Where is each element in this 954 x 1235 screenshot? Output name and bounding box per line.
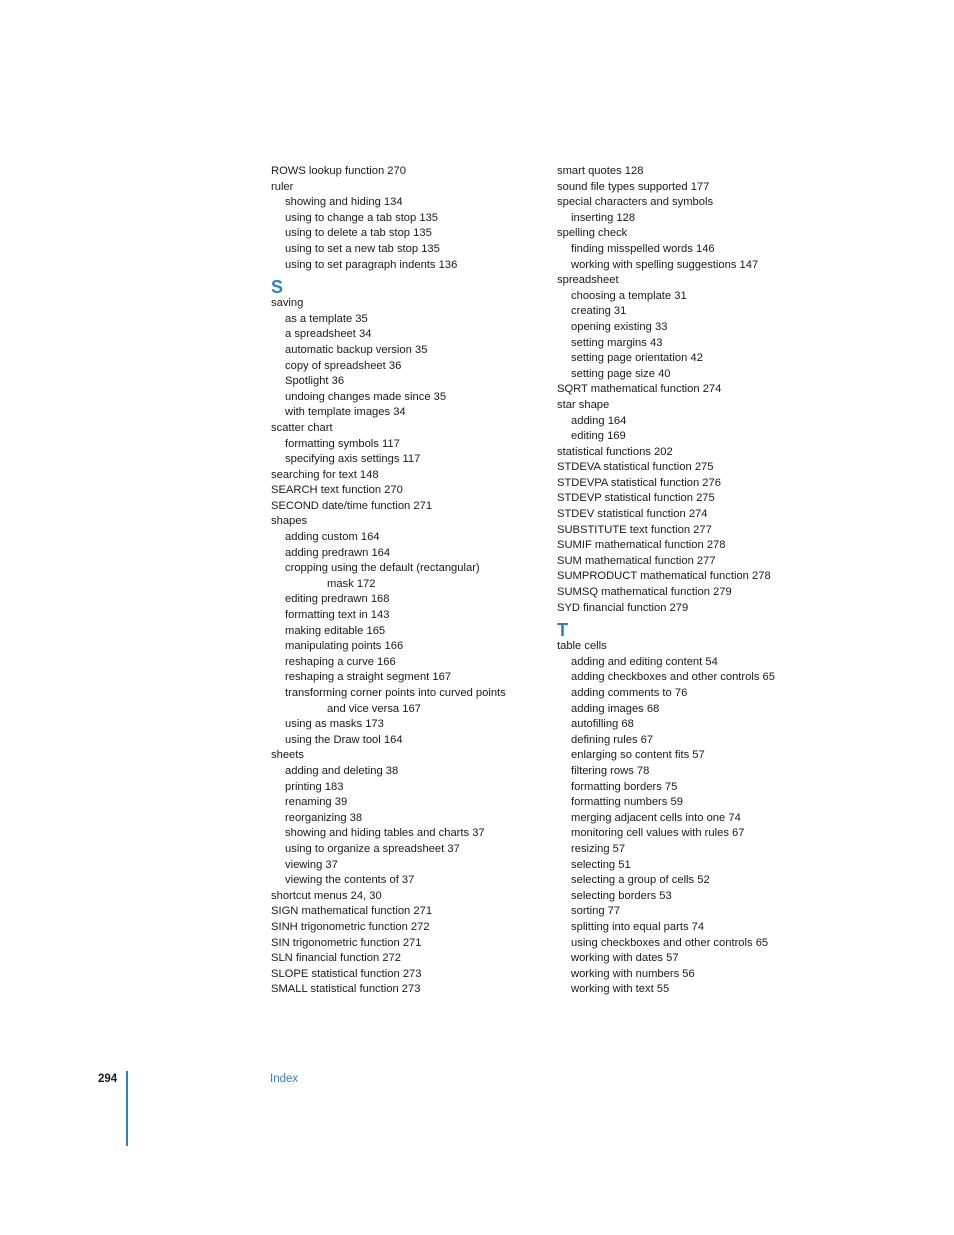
index-subentry: monitoring cell values with rules 67 <box>571 827 745 840</box>
index-subentry: formatting borders 75 <box>571 780 678 793</box>
index-subentry: adding 164 <box>571 414 627 427</box>
index-subentry: using checkboxes and other controls 65 <box>571 936 769 949</box>
index-subentry: filtering rows 78 <box>571 764 650 777</box>
index-subentry: creating 31 <box>571 305 627 318</box>
index-subentry: Spotlight 36 <box>285 375 345 388</box>
index-subentry: reshaping a curve 166 <box>285 655 396 668</box>
index-subentry: transforming corner points into curved points <box>285 687 506 699</box>
footer-divider <box>126 1071 128 1146</box>
index-column-left <box>271 164 561 998</box>
index-subentry: cropping using the default (rectangular) <box>285 562 480 575</box>
index-subentry: using to set paragraph indents 136 <box>285 258 458 271</box>
index-subentry: adding and editing content 54 <box>571 655 718 668</box>
index-entry: scatter chart <box>271 421 333 434</box>
index-entry: SUMIF mathematical function 278 <box>557 539 726 552</box>
index-subentry: resizing 57 <box>571 842 626 855</box>
index-entry: ROWS lookup function 270 <box>271 165 406 177</box>
index-entry: SECOND date/time function 271 <box>271 499 433 512</box>
index-subentry: adding predrawn 164 <box>285 546 391 559</box>
index-letter-heading: S <box>271 277 284 298</box>
footer-section-link[interactable]: Index <box>270 1073 299 1085</box>
index-entry: SUBSTITUTE text function 277 <box>557 523 712 536</box>
index-subentry: with template images 34 <box>285 406 406 419</box>
index-subentry: setting margins 43 <box>571 336 663 349</box>
index-subentry: making editable 165 <box>285 624 386 637</box>
index-subentry: finding misspelled words 146 <box>571 242 715 255</box>
index-entry: searching for text 148 <box>271 468 379 481</box>
index-subentry: working with dates 57 <box>571 952 679 965</box>
index-entry: SUMPRODUCT mathematical function 278 <box>557 570 771 583</box>
index-subentry: using to change a tab stop 135 <box>285 211 439 224</box>
index-entry: saving <box>271 297 304 310</box>
index-subentry: selecting borders 53 <box>571 889 672 902</box>
index-entry: SYD financial function 279 <box>557 601 689 614</box>
index-subentry: reshaping a straight segment 167 <box>285 671 452 684</box>
index-entry: STDEV statistical function 274 <box>557 508 708 521</box>
index-entry: STDEVP statistical function 275 <box>557 492 715 505</box>
index-entry: SIGN mathematical function 271 <box>271 905 433 918</box>
index-subentry: viewing the contents of 37 <box>285 874 415 887</box>
index-subentry: sorting 77 <box>571 905 621 918</box>
index-entry: sheets <box>271 749 304 762</box>
index-subentry: merging adjacent cells into one 74 <box>571 811 741 824</box>
index-entry: ruler <box>271 180 294 193</box>
index-entry: SIN trigonometric function 271 <box>271 936 422 949</box>
index-subentry: adding images 68 <box>571 702 660 715</box>
index-subentry: formatting text in 143 <box>285 609 390 622</box>
index-subentry: printing 183 <box>285 780 344 793</box>
index-subentry: automatic backup version 35 <box>285 343 428 356</box>
index-subentry: and vice versa 167 <box>327 702 421 715</box>
index-subentry: formatting symbols 117 <box>285 437 400 450</box>
index-subentry: selecting 51 <box>571 858 631 871</box>
index-entry: shapes <box>271 515 308 528</box>
index-subentry: using to organize a spreadsheet 37 <box>285 842 460 855</box>
index-subentry: adding and deleting 38 <box>285 764 399 777</box>
index-subentry: adding checkboxes and other controls 65 <box>571 671 775 684</box>
index-subentry: manipulating points 166 <box>285 640 404 653</box>
index-entry: SEARCH text function 270 <box>271 484 403 497</box>
index-subentry: working with text 55 <box>571 983 670 996</box>
index-subentry: specifying axis settings 117 <box>285 453 421 466</box>
index-entry: STDEVPA statistical function 276 <box>557 476 721 489</box>
index-subentry: reorganizing 38 <box>285 811 363 824</box>
index-subentry: showing and hiding 134 <box>285 196 403 209</box>
index-subentry: setting page orientation 42 <box>571 352 703 365</box>
index-subentry: using the Draw tool 164 <box>285 733 403 746</box>
index-entry: SLN financial function 272 <box>271 952 401 965</box>
index-subentry: using as masks 173 <box>285 718 384 731</box>
index-entry: smart quotes 128 <box>557 165 644 177</box>
index-entry: table cells <box>557 640 607 653</box>
index-subentry: adding comments to 76 <box>571 687 688 699</box>
index-subentry: autofilling 68 <box>571 718 634 731</box>
index-subentry: setting page size 40 <box>571 367 671 380</box>
index-subentry: mask 172 <box>327 577 376 590</box>
index-subentry: using to delete a tab stop 135 <box>285 227 432 240</box>
index-subentry: showing and hiding tables and charts 37 <box>285 827 485 840</box>
index-column-right <box>557 164 857 998</box>
index-subentry: selecting a group of cells 52 <box>571 874 710 887</box>
index-entry: spelling check <box>557 227 628 240</box>
index-letter-heading: T <box>557 620 568 641</box>
page-number: 294 <box>98 1073 118 1085</box>
index-entry: SLOPE statistical function 273 <box>271 967 422 980</box>
index-subentry: undoing changes made since 35 <box>285 390 447 403</box>
index-subentry: copy of spreadsheet 36 <box>285 359 402 372</box>
index-entry: SUMSQ mathematical function 279 <box>557 586 732 599</box>
index-subentry: a spreadsheet 34 <box>285 328 372 341</box>
index-entry: SMALL statistical function 273 <box>271 983 421 996</box>
index-entry: STDEVA statistical function 275 <box>557 461 714 474</box>
index-subentry: editing predrawn 168 <box>285 593 390 606</box>
index-entry: SUM mathematical function 277 <box>557 554 716 567</box>
index-subentry: using to set a new tab stop 135 <box>285 242 440 255</box>
index-entry: shortcut menus 24, 30 <box>271 889 382 902</box>
index-entry: special characters and symbols <box>557 196 714 209</box>
index-entry: sound file types supported 177 <box>557 180 710 193</box>
index-entry: SQRT mathematical function 274 <box>557 383 722 396</box>
index-entry: spreadsheet <box>557 274 619 287</box>
index-subentry: formatting numbers 59 <box>571 796 683 809</box>
index-subentry: viewing 37 <box>285 858 338 871</box>
index-subentry: inserting 128 <box>571 211 636 224</box>
index-subentry: working with spelling suggestions 147 <box>571 258 759 271</box>
index-entry: statistical functions 202 <box>557 445 673 458</box>
index-subentry: renaming 39 <box>285 796 348 809</box>
index-subentry: editing 169 <box>571 430 626 443</box>
index-subentry: defining rules 67 <box>571 733 654 746</box>
index-subentry: choosing a template 31 <box>571 289 687 302</box>
index-subentry: as a template 35 <box>285 312 368 325</box>
index-entry: star shape <box>557 398 610 411</box>
index-subentry: opening existing 33 <box>571 320 668 333</box>
index-subentry: adding custom 164 <box>285 531 380 544</box>
index-entry: SINH trigonometric function 272 <box>271 920 430 933</box>
index-subentry: enlarging so content fits 57 <box>571 749 705 762</box>
index-subentry: working with numbers 56 <box>571 967 695 980</box>
index-subentry: splitting into equal parts 74 <box>571 920 705 933</box>
